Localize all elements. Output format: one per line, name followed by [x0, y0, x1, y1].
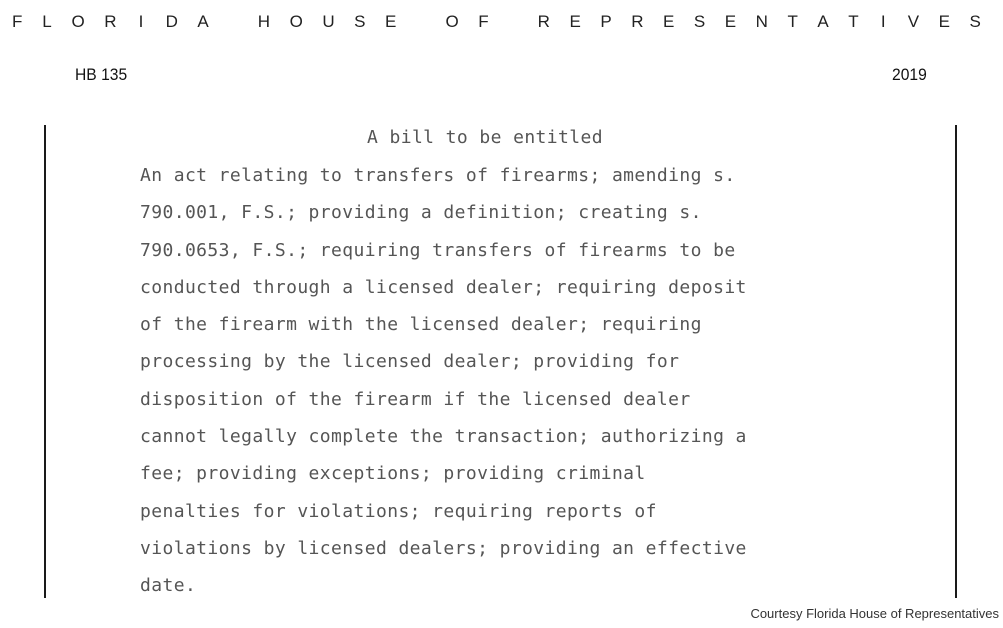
house-title-letter: O [289, 12, 303, 31]
house-title-letter: F [12, 12, 23, 31]
bill-heading: A bill to be entitled [367, 127, 603, 148]
house-title-letter: P [600, 12, 612, 31]
house-title-letter: E [663, 12, 675, 31]
house-title-letter [416, 12, 426, 32]
right-margin-line [955, 125, 957, 598]
bill-year: 2019 [892, 65, 927, 84]
house-title-letter: D [165, 12, 178, 31]
house-title-letter: A [197, 12, 209, 31]
house-title-letter: L [42, 12, 52, 31]
house-title-letter: E [385, 12, 397, 31]
house-title-letter: I [880, 12, 886, 31]
house-title-letter: R [537, 12, 550, 31]
house-title-letter: T [848, 12, 859, 31]
house-title [0, 12, 1003, 32]
house-title-letter: V [907, 12, 920, 31]
bill-text-line: date. [140, 575, 197, 597]
house-title-letter: R [631, 12, 644, 31]
bill-text-line: 790.001, F.S.; providing a definition; creating s. [140, 202, 702, 224]
house-title-letter: H [257, 12, 271, 31]
bill-text-line: fee; providing exceptions; providing criminal [140, 463, 646, 485]
bill-text-line: cannot legally complete the transaction; authorizing a [140, 426, 747, 448]
house-title-letter: O [445, 12, 459, 31]
bill-text-line: disposition of the firearm if the licensed dealer [140, 388, 691, 410]
bill-number: HB 135 [75, 65, 128, 84]
house-title-letter: E [724, 12, 737, 31]
bill-text-line: processing by the licensed dealer; providing for [140, 351, 680, 373]
house-title-letter: S [354, 12, 366, 31]
house-title-letter: I [138, 12, 144, 31]
bill-text-line: penalties for violations; requiring reports of [140, 500, 657, 522]
house-title-letter: R [104, 12, 117, 31]
bill-text-line: violations by licensed dealers; providing an effective [140, 537, 747, 559]
house-title-letter: E [569, 12, 581, 31]
bill-text-line: conducted through a licensed dealer; requiring deposit [140, 276, 747, 298]
house-title-letter: S [969, 12, 981, 31]
bill-text-line: 790.0653, F.S.; requiring transfers of firearms to be [140, 239, 736, 261]
house-title-letter: O [71, 12, 85, 31]
house-title-letter: E [938, 12, 950, 31]
bill-text-line: of the firearm with the licensed dealer; requiring [140, 314, 702, 336]
bill-body [140, 165, 747, 613]
house-title-letter: A [817, 12, 829, 31]
house-title-letter: F [478, 12, 489, 31]
house-title-letter: T [787, 12, 798, 31]
house-title-letter [228, 12, 238, 32]
house-title-letter: N [755, 12, 768, 31]
house-title-letter: S [693, 12, 706, 31]
left-margin-line [44, 125, 46, 598]
house-title-letter: U [322, 12, 335, 31]
bill-text-line: An act relating to transfers of firearms; amending s. [140, 165, 736, 186]
photo-credit: Courtesy Florida House of Representatives [750, 606, 999, 621]
house-title-letter [508, 12, 518, 32]
